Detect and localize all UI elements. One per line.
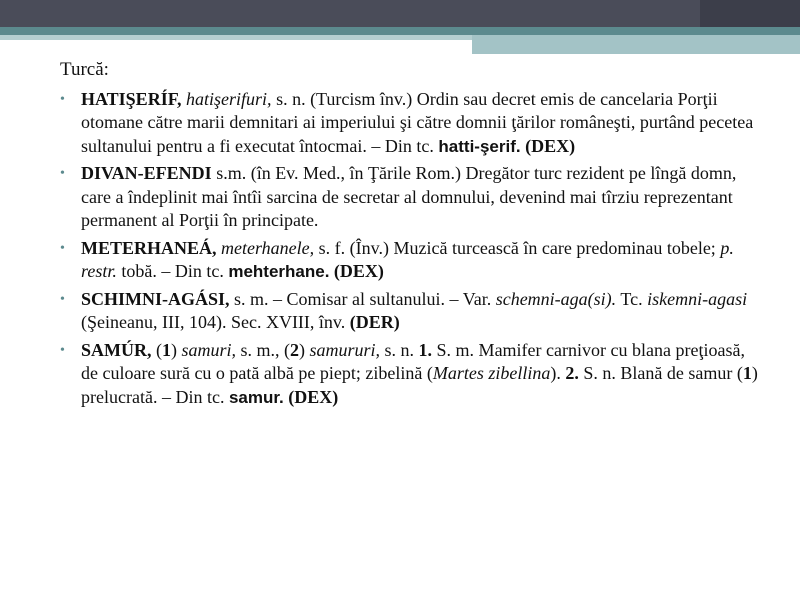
header-stripe [0, 27, 800, 35]
definition-text: s.m. (în Ev. Med., în Ţările Rom.) Dregător turc rezident pe lîngă domn, care a îndeplinit mai întîi sarcina de secretar al domnului, devenind mai tîrziu reprezentant permanent al Porţii în principate. [81, 163, 737, 230]
entry-hatiserif [60, 88, 765, 159]
bullet-icon: • [60, 91, 65, 107]
entry-list [60, 88, 765, 410]
sense-number: 1. [418, 339, 433, 360]
headword: SCHIMNI-AGÁSI, [81, 288, 230, 309]
latin-name: Martes zibellina [432, 363, 551, 383]
slide-heading: Turcă: [60, 59, 109, 80]
entry-divan-efendi [60, 162, 765, 233]
punct: ). [550, 363, 566, 383]
sense-number: 1 [162, 339, 171, 360]
definition-text-3: (Şeineanu, III, 104). Sec. XVIII, înv. [81, 312, 350, 332]
bullet-icon: • [60, 291, 65, 307]
entry-meterhanea [60, 237, 765, 284]
sense-number: 1 [742, 363, 752, 383]
headword: HATIŞERÍF, [81, 88, 182, 109]
header-stripe-light [0, 35, 472, 40]
entry-schimni-agasi [60, 288, 765, 335]
source-tag: (DEX) [520, 135, 576, 156]
headword: METERHANEÁ, [81, 237, 217, 258]
source-tag: (DEX) [329, 261, 384, 281]
source-tag: (DEX) [283, 386, 339, 407]
definition-text: s. n. (Turcism înv.) Ordin sau decret emis de cancelaria Porţii otomane către marii demnitari ai imperiului şi către domnii ţărilor româneşti, purtând pecetea sultanului pentru a fi executat întocmai. – Din tc. [81, 88, 754, 156]
entry-samur [60, 339, 765, 410]
variant-form: schemni-aga(si). [495, 288, 617, 309]
etymon: mehterhane. [228, 262, 330, 281]
headword: SAMÚR, [81, 339, 152, 360]
punct: ) [299, 339, 310, 360]
bullet-icon: • [60, 240, 65, 256]
definition-text-2: tobă. – Din tc. [116, 261, 229, 281]
plural-form: meterhanele, [221, 237, 315, 258]
origin-form: iskemni-agasi [647, 288, 748, 309]
etymon: hatti-şerif. [438, 136, 521, 156]
etymon: samur. [228, 387, 284, 407]
definition-text-2: Tc. [616, 288, 648, 309]
plural-form: hatişerifuri, [186, 88, 272, 109]
plural-form: samuri, [181, 339, 237, 360]
bullet-icon: • [60, 342, 65, 358]
punct: s. n. [380, 339, 419, 360]
definition-text: s. f. (Înv.) Muzică turcească în care predominau tobele; [314, 237, 721, 258]
sense-number: 2. [565, 363, 579, 383]
header-bar [0, 0, 800, 27]
punct: s. m., ( [236, 339, 291, 360]
restriction-label: p. restr. [81, 237, 734, 281]
bullet-icon: • [60, 166, 65, 181]
punct: ( [151, 339, 162, 360]
source-tag: (DER) [349, 312, 400, 332]
headword: DIVAN-EFENDI [81, 163, 212, 183]
header-bar-accent [700, 0, 800, 27]
plural-form: samururi, [309, 339, 381, 360]
slide-content [60, 58, 765, 413]
definition-text: S. m. Mamifer carnivor cu blana preţioasă, de culoare sură cu o pată albă pe piept; zibelină ( [81, 339, 745, 383]
sense-number: 2 [290, 339, 300, 360]
definition-text-2: S. n. Blană de samur ( [578, 363, 743, 383]
definition-text: s. m. – Comisar al sultanului. – Var. [229, 288, 496, 309]
header-stripe-block [472, 35, 800, 54]
punct: ) [171, 339, 182, 360]
definition-text-3: ) prelucrată. – Din tc. [81, 363, 758, 407]
